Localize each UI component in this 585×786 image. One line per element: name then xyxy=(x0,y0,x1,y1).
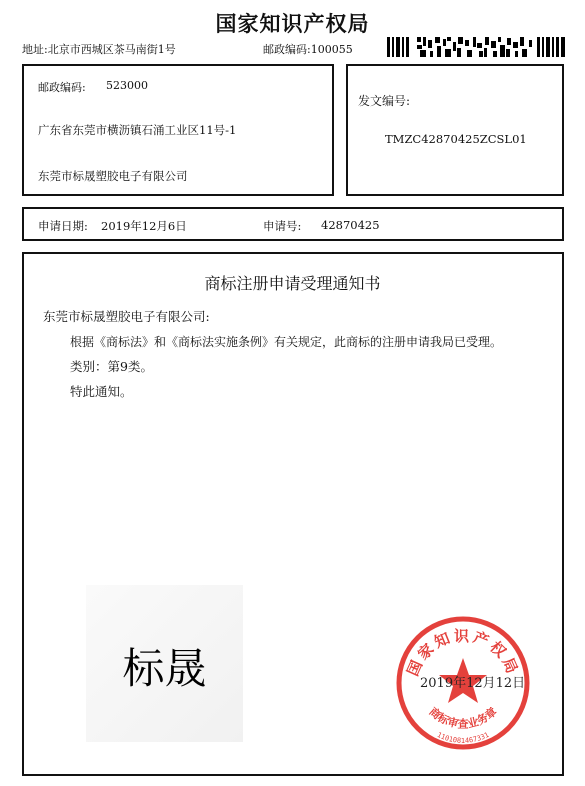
trademark-text: 标晟 xyxy=(122,644,207,693)
page-title: 国家知识产权局 xyxy=(215,12,370,36)
recipient-company: 东莞市标晟塑胶电子有限公司 xyxy=(38,169,188,183)
recipient-postcode-label: 邮政编码: xyxy=(38,81,86,94)
seal-top-text: 国家知识产权局 xyxy=(403,627,523,679)
notice-category: 类别：第9类。 xyxy=(70,359,153,374)
seal-code: 1101081467331 xyxy=(435,730,491,745)
recipient-postcode-value: 523000 xyxy=(106,79,148,92)
document-number-value: TMZC42870425ZCSL01 xyxy=(385,132,527,146)
application-date-label: 申请日期: xyxy=(38,219,88,233)
header-address: 地址:北京市西城区茶马南街1号 xyxy=(22,43,176,56)
document-number-box xyxy=(346,64,564,196)
svg-text:商标审查业务章 xyxy=(427,704,500,730)
application-number-label: 申请号: xyxy=(263,219,302,233)
notice-paragraph: 根据《商标法》和《商标法实施条例》有关规定，此商标的注册申请我局已受理。 xyxy=(70,335,503,349)
application-date-value: 2019年12月6日 xyxy=(101,219,187,233)
notice-title: 商标注册申请受理通知书 xyxy=(204,274,381,293)
issue-date: 2019年12月12日 xyxy=(420,676,526,691)
seal-bottom-text: 商标审查业务章 xyxy=(426,705,500,731)
recipient-address: 广东省东莞市横沥镇石涌工业区11号-1 xyxy=(38,123,237,137)
barcode xyxy=(387,37,565,57)
document-number-label: 发文编号: xyxy=(358,94,411,108)
notice-closing: 特此通知。 xyxy=(70,384,133,399)
header-postcode: 邮政编码:100055 xyxy=(263,43,353,56)
notice-salutation: 东莞市标晟塑胶电子有限公司: xyxy=(43,309,210,324)
application-number-value: 42870425 xyxy=(321,218,380,232)
